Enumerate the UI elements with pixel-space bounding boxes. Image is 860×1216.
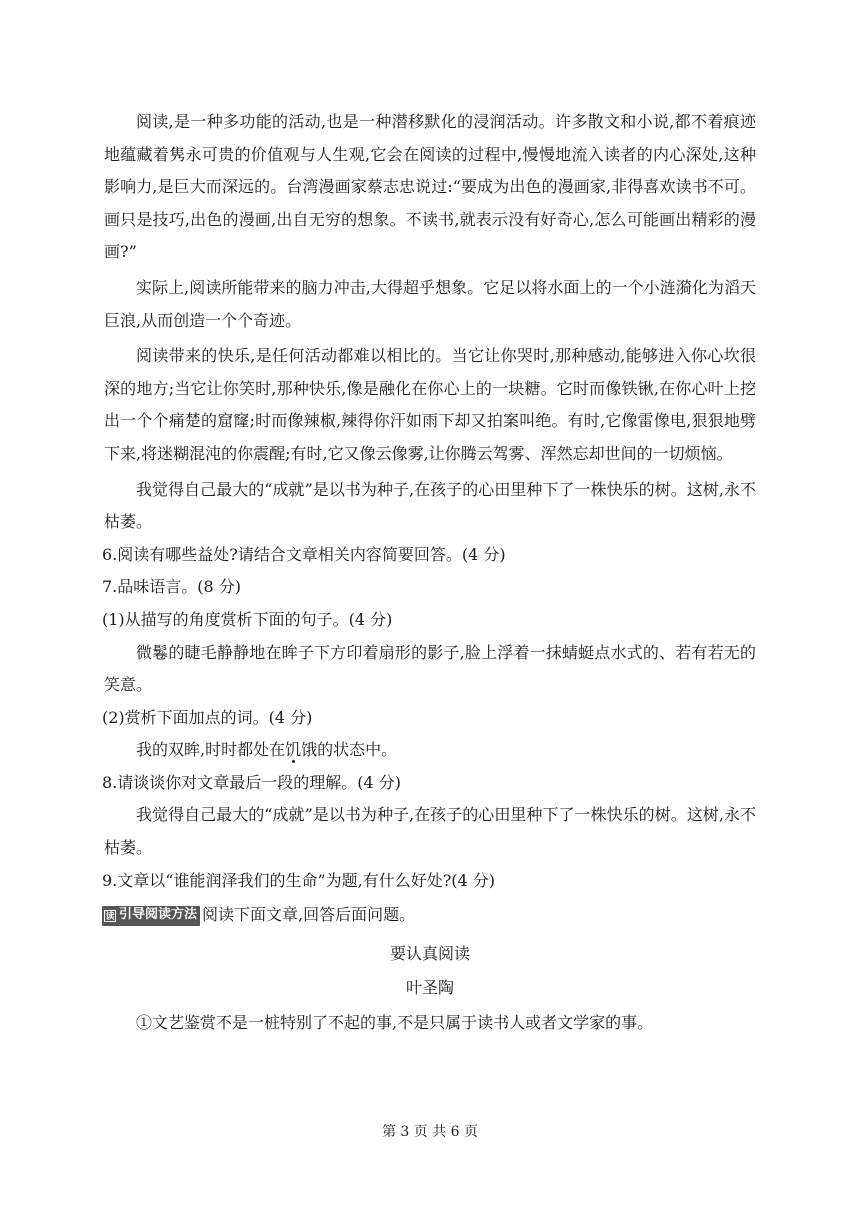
question-8-quote: 我觉得自己最大的“成就”是以书为种子,在孩子的心田里种下了一株快乐的树。这树,永不枯萎。 bbox=[104, 805, 756, 858]
paragraph-reading-impact: 实际上,阅读所能带来的脑力冲击,大得超乎想象。它足以将水面上的一个小涟漪化为滔天巨浪,从而创造一个个奇迹。 bbox=[104, 277, 756, 330]
article-first-paragraph: ①文艺鉴赏不是一桩特别了不起的事,不是只属于读书人或者文学家的事。 bbox=[136, 1013, 654, 1033]
book-icon: 读 bbox=[105, 911, 115, 922]
quote-after: 的状态中。 bbox=[317, 740, 398, 760]
section-instruction-row bbox=[102, 899, 756, 932]
question-7-2-quote bbox=[104, 734, 756, 767]
dotted-char-ji: 饥 bbox=[285, 740, 302, 760]
page-content bbox=[104, 106, 756, 1040]
question-7-1-quote: 微鬈的睫毛静静地在眸子下方印着扇形的影子,脸上浮着一抹蜻蜓点水式的、若有若无的笑意。 bbox=[104, 642, 756, 695]
paragraph-reading-joy: 阅读带来的快乐,是任何活动都难以相比的。当它让你哭时,那种感动,能够进入你心坎很深的地方;当它让你笑时,那种快乐,像是融化在你心上的一块糖。它时而像铁锹,在你心叶上挖出一个个痛楚的窟窿;时而像辣椒,辣得你汗如雨下却又拍案叫绝。有时,它像雷像电,狠狠地劈下来,将迷糊混沌的你震醒;有时,它又像云像雾,让你腾云驾雾、浑然忘却世间的一切烦恼。 bbox=[104, 346, 756, 463]
paragraph-reading-function: 阅读,是一种多功能的活动,也是一种潜移默化的浸润活动。许多散文和小说,都不着痕迹地蕴藏着隽永可贵的价值观与人生观,它会在阅读的过程中,慢慢地流入读者的内心深处,这种影响力,是巨大而深远的。台湾漫画家蔡志忠说过:“要成为出色的漫画家,非得喜欢读书不可。画只是技巧,出色的漫画,出自无穷的想象。不读书,就表示没有好奇心,怎么可能画出精彩的漫画?” bbox=[104, 112, 756, 262]
quote-before: 我的双眸,时时都处在 bbox=[136, 740, 286, 760]
question-7-2: (2)赏析下面加点的词。(4 分) bbox=[102, 707, 313, 727]
question-7: 7.品味语言。(8 分) bbox=[102, 577, 242, 597]
paragraph-achievement: 我觉得自己最大的“成就”是以书为种子,在孩子的心田里种下了一株快乐的树。这树,永不枯萎。 bbox=[104, 479, 756, 532]
section-instruction: 阅读下面文章,回答后面问题。 bbox=[202, 905, 416, 925]
page-footer: 第 3 页 共 6 页 bbox=[381, 1124, 479, 1140]
article-author: 叶圣陶 bbox=[405, 978, 454, 998]
question-9: 9.文章以“谁能润泽我们的生命”为题,有什么好处?(4 分) bbox=[102, 870, 496, 890]
plain-char-e: 饿 bbox=[301, 740, 318, 760]
badge-label: 引导阅读方法 bbox=[119, 907, 198, 923]
question-8: 8.请谈谈你对文章最后一段的理解。(4 分) bbox=[102, 772, 402, 792]
question-7-1: (1)从描写的角度赏析下面的句子。(4 分) bbox=[102, 609, 393, 629]
article-title: 要认真阅读 bbox=[389, 943, 470, 963]
guide-reading-badge bbox=[102, 906, 200, 926]
question-6: 6.阅读有哪些益处?请结合文章相关内容简要回答。(4 分) bbox=[102, 544, 506, 564]
